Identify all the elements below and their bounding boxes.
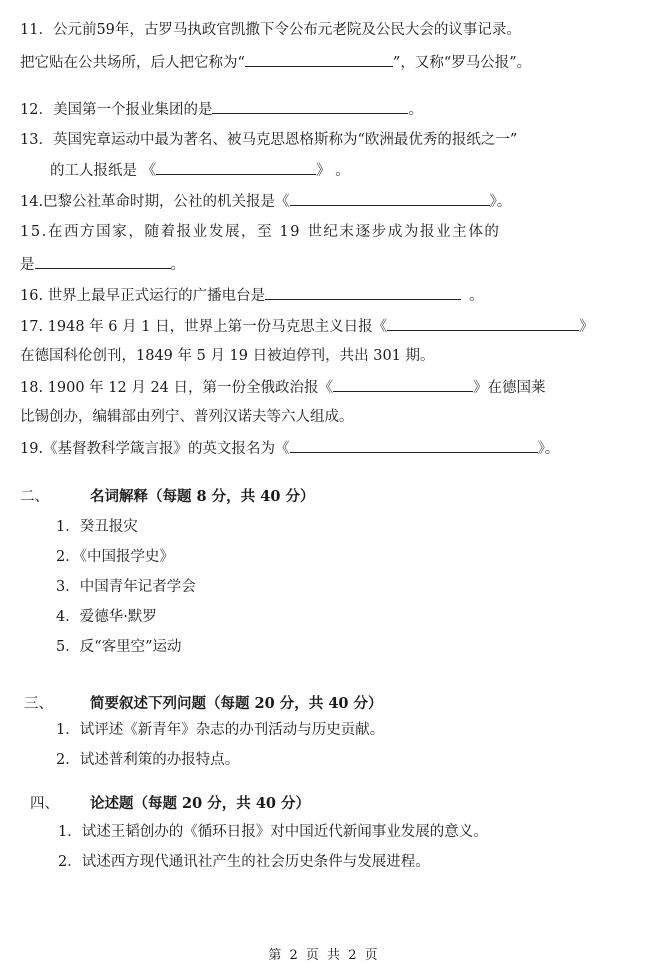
question-11-line-1: 11．公元前59年，古罗马执政官凯撒下令公布元老院及公民大会的议事记录。 — [20, 22, 521, 38]
question-13-line-2 — [50, 160, 350, 181]
question-13-text-post: 》 。 — [316, 163, 350, 179]
question-15-line-1: 15.在西方国家，随着报业发展，至 19 世纪末逐步成为报业主体的 — [20, 224, 501, 240]
question-19 — [20, 438, 559, 459]
question-16 — [20, 285, 484, 306]
question-17-text-pre: 17. 1948 年 6 月 1 日，世界上第一份马克思主义日报《 — [20, 319, 388, 335]
section-2-item-2: 2．《中国报学史》 — [56, 549, 174, 565]
question-16-blank[interactable] — [265, 285, 461, 300]
section-3-number: 三、 — [24, 696, 53, 712]
question-12-text-post: 。 — [408, 102, 423, 118]
question-15-blank[interactable] — [35, 254, 171, 269]
question-11-blank[interactable] — [245, 52, 393, 67]
section-4-title: 论述题（每题 20 分，共 40 分） — [90, 795, 311, 812]
section-2-item-3: 3．中国青年记者学会 — [56, 579, 196, 595]
question-16-text-post: 。 — [469, 288, 484, 304]
question-11-text-pre: 把它贴在公共场所，后人把它称为“ — [20, 55, 245, 71]
question-14 — [20, 191, 511, 212]
question-13-text-pre: 的工人报纸是 《 — [50, 163, 157, 179]
question-15-text-post: 。 — [170, 257, 185, 273]
question-11-line-2 — [20, 52, 531, 73]
section-2-item-1: 1．癸丑报灾 — [56, 519, 138, 535]
question-17-text-post: 》 — [579, 319, 594, 335]
question-18-line-1 — [20, 377, 546, 398]
question-17-line-2: 在德国科伦创刊，1849 年 5 月 19 日被迫停刊，共出 301 期。 — [20, 348, 435, 364]
question-17-blank[interactable] — [387, 316, 579, 331]
question-11-text-post: ”，又称“罗马公报”。 — [392, 55, 532, 71]
question-18-text-post: 》在德国莱 — [473, 380, 546, 396]
question-18-text-pre: 18. 1900 年 12 月 24 日，第一份全俄政治报《 — [20, 380, 334, 396]
question-14-blank[interactable] — [290, 191, 490, 206]
question-19-blank[interactable] — [290, 438, 538, 453]
question-16-text-pre: 16. 世界上最早正式运行的广播电台是 — [20, 288, 266, 304]
section-2-title: 名词解释（每题 8 分，共 40 分） — [90, 488, 315, 505]
question-14-text-pre: 14.巴黎公社革命时期，公社的机关报是《 — [20, 194, 290, 210]
question-17-line-1 — [20, 316, 594, 337]
section-2-item-4: 4．爱德华·默罗 — [56, 609, 157, 625]
question-15-line-2 — [20, 254, 185, 275]
section-2-number: 二、 — [20, 489, 49, 505]
question-14-text-post: 》。 — [489, 194, 512, 210]
question-12 — [20, 99, 423, 120]
question-19-text-post: 》。 — [537, 441, 560, 457]
section-3-item-1: 1．试评述《新青年》杂志的办刊活动与历史贡献。 — [56, 722, 385, 738]
section-2-item-5: 5．反“客里空”运动 — [56, 639, 182, 655]
question-12-text-pre: 12．美国第一个报业集团的是 — [20, 102, 213, 118]
question-13-blank[interactable] — [156, 160, 316, 175]
section-4-number: 四、 — [30, 796, 59, 812]
section-3-item-2: 2．试述普利策的办报特点。 — [56, 752, 240, 768]
question-18-line-2: 比锡创办，编辑部由列宁、普列汉诺夫等六人组成。 — [20, 409, 354, 425]
question-18-blank[interactable] — [333, 377, 473, 392]
page-footer: 第 2 页 共 2 页 — [268, 948, 380, 963]
section-3-title: 简要叙述下列问题（每题 20 分，共 40 分） — [90, 695, 383, 712]
question-15-text-pre: 是 — [20, 257, 35, 273]
question-12-blank[interactable] — [212, 99, 408, 114]
question-19-text-pre: 19.《基督教科学箴言报》的英文报名为《 — [20, 441, 290, 457]
question-13-line-1: 13．英国宪章运动中最为著名、被马克思恩格斯称为“欧洲最优秀的报纸之一” — [20, 132, 518, 148]
section-4-item-2: 2．试述西方现代通讯社产生的社会历史条件与发展进程。 — [58, 854, 430, 870]
section-4-item-1: 1．试述王韬创办的《循环日报》对中国近代新闻事业发展的意义。 — [58, 824, 488, 840]
